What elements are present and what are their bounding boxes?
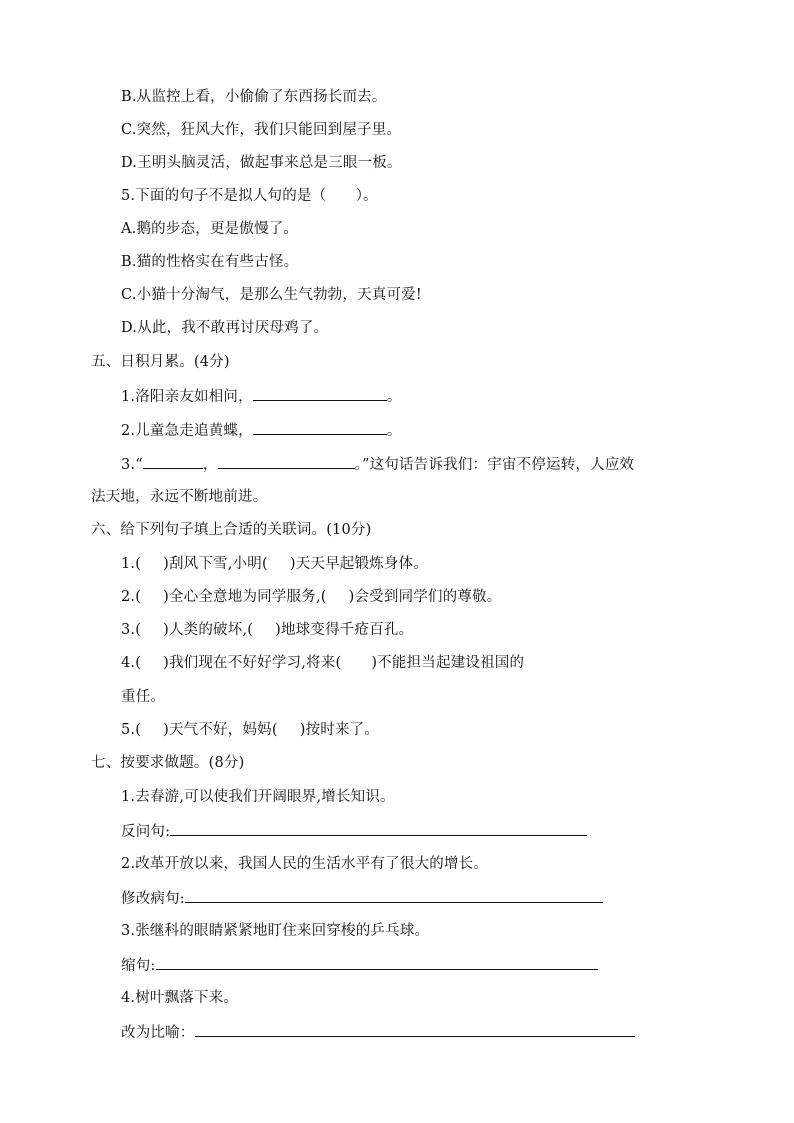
q3-answer-line[interactable]	[156, 956, 598, 970]
q3-comma: ，	[202, 457, 218, 473]
q4-part-c: )不能担当起建设祖国的	[371, 655, 525, 671]
q4-label: 改为比喻：	[121, 1025, 195, 1041]
section-5-q1	[121, 387, 402, 406]
option-a-q5: A.鹅的步态，更是傲慢了。	[121, 221, 299, 237]
option-d-q4: D.王明头脑灵活，做起事来总是三眼一板。	[121, 155, 402, 171]
section-6-q4-continuation: 重任。	[121, 689, 166, 705]
section-6-q2	[121, 588, 501, 606]
q1-part-b: )刮风下雪,小明(	[163, 556, 268, 572]
q3-prefix: 3.“	[121, 457, 143, 473]
section-7-q2-sentence: 2.改革开放以来，我国人民的生活水平有了很大的增长。	[121, 856, 489, 872]
q2-suffix: 。	[386, 423, 402, 439]
q1-label: 反问句:	[121, 824, 171, 840]
q3-answer-blank-1[interactable]	[143, 455, 203, 469]
option-b-q5: B.猫的性格实在有些古怪。	[121, 254, 299, 270]
section-6-q5	[121, 721, 379, 739]
section-6-title: 六、给下列句子填上合适的关联词。(10分)	[91, 522, 372, 538]
q1-part-a: 1.(	[121, 556, 142, 572]
q5-part-a: 5.(	[121, 722, 142, 738]
q3-label: 缩句:	[121, 958, 156, 974]
section-7-q4-answer	[121, 1023, 635, 1042]
q2-answer-blank[interactable]	[253, 421, 387, 435]
section-7-q1-answer	[121, 822, 587, 841]
section-6-q3	[121, 621, 413, 639]
q2-label: 修改病句:	[121, 891, 185, 907]
section-5-q3	[121, 455, 634, 474]
q1-answer-line[interactable]	[170, 822, 587, 836]
section-5-q2	[121, 421, 402, 440]
option-b-q4: B.从监控上看，小偷偷了东西扬长而去。	[121, 89, 387, 105]
q3-suffix: 。”这句话告诉我们：宇宙不停运转，人应效	[354, 457, 635, 473]
section-7-title: 七、按要求做题。(8分)	[91, 755, 245, 771]
q4-part-b: )我们现在不好好学习,将来(	[163, 655, 342, 671]
q2-part-a: 2.(	[121, 589, 142, 605]
q5-part-c: )按时来了。	[299, 722, 380, 738]
q4-answer-line[interactable]	[195, 1023, 635, 1037]
q2-part-c: )会受到同学们的尊敬。	[348, 589, 502, 605]
q4-part-a: 4.(	[121, 655, 142, 671]
section-7-q1-sentence: 1.去春游,可以使我们开阔眼界,增长知识。	[121, 789, 395, 805]
section-7-q2-answer	[121, 889, 603, 908]
option-c-q5: C.小猫十分淘气，是那么生气勃勃，天真可爱!	[121, 287, 422, 303]
q1-part-c: )天天早起锻炼身体。	[289, 556, 428, 572]
q1-answer-blank[interactable]	[253, 387, 387, 401]
q3-answer-blank-2[interactable]	[218, 455, 355, 469]
q3-part-b: )人类的破坏,(	[163, 622, 254, 638]
q3-part-c: )地球变得千疮百孔。	[275, 622, 414, 638]
section-7-q3-sentence: 3.张继科的眼睛紧紧地盯住来回穿梭的乒乓球。	[121, 923, 430, 939]
question-5-stem: 5.下面的句子不是拟人句的是（ ）。	[121, 188, 378, 204]
section-7-q3-answer	[121, 956, 598, 975]
section-6-q4	[121, 654, 524, 672]
q2-answer-line[interactable]	[185, 889, 603, 903]
section-5-q3-continuation: 法天地，永远不断地前进。	[91, 489, 268, 505]
q3-part-a: 3.(	[121, 622, 142, 638]
q5-part-b: )天气不好，妈妈(	[163, 722, 278, 738]
option-c-q4: C.突然，狂风大作，我们只能回到屋子里。	[121, 122, 402, 138]
q2-part-b: )全心全意地为同学服务,(	[163, 589, 327, 605]
q2-prefix: 2.儿童急走追黄蝶，	[121, 423, 253, 439]
q1-prefix: 1.洛阳亲友如相问，	[121, 389, 253, 405]
option-d-q5: D.从此，我不敢再讨厌母鸡了。	[121, 320, 329, 336]
q1-suffix: 。	[386, 389, 402, 405]
section-7-q4-sentence: 4.树叶飘落下来。	[121, 990, 239, 1006]
section-6-q1	[121, 555, 428, 573]
section-5-title: 五、日积月累。(4分)	[91, 354, 230, 370]
